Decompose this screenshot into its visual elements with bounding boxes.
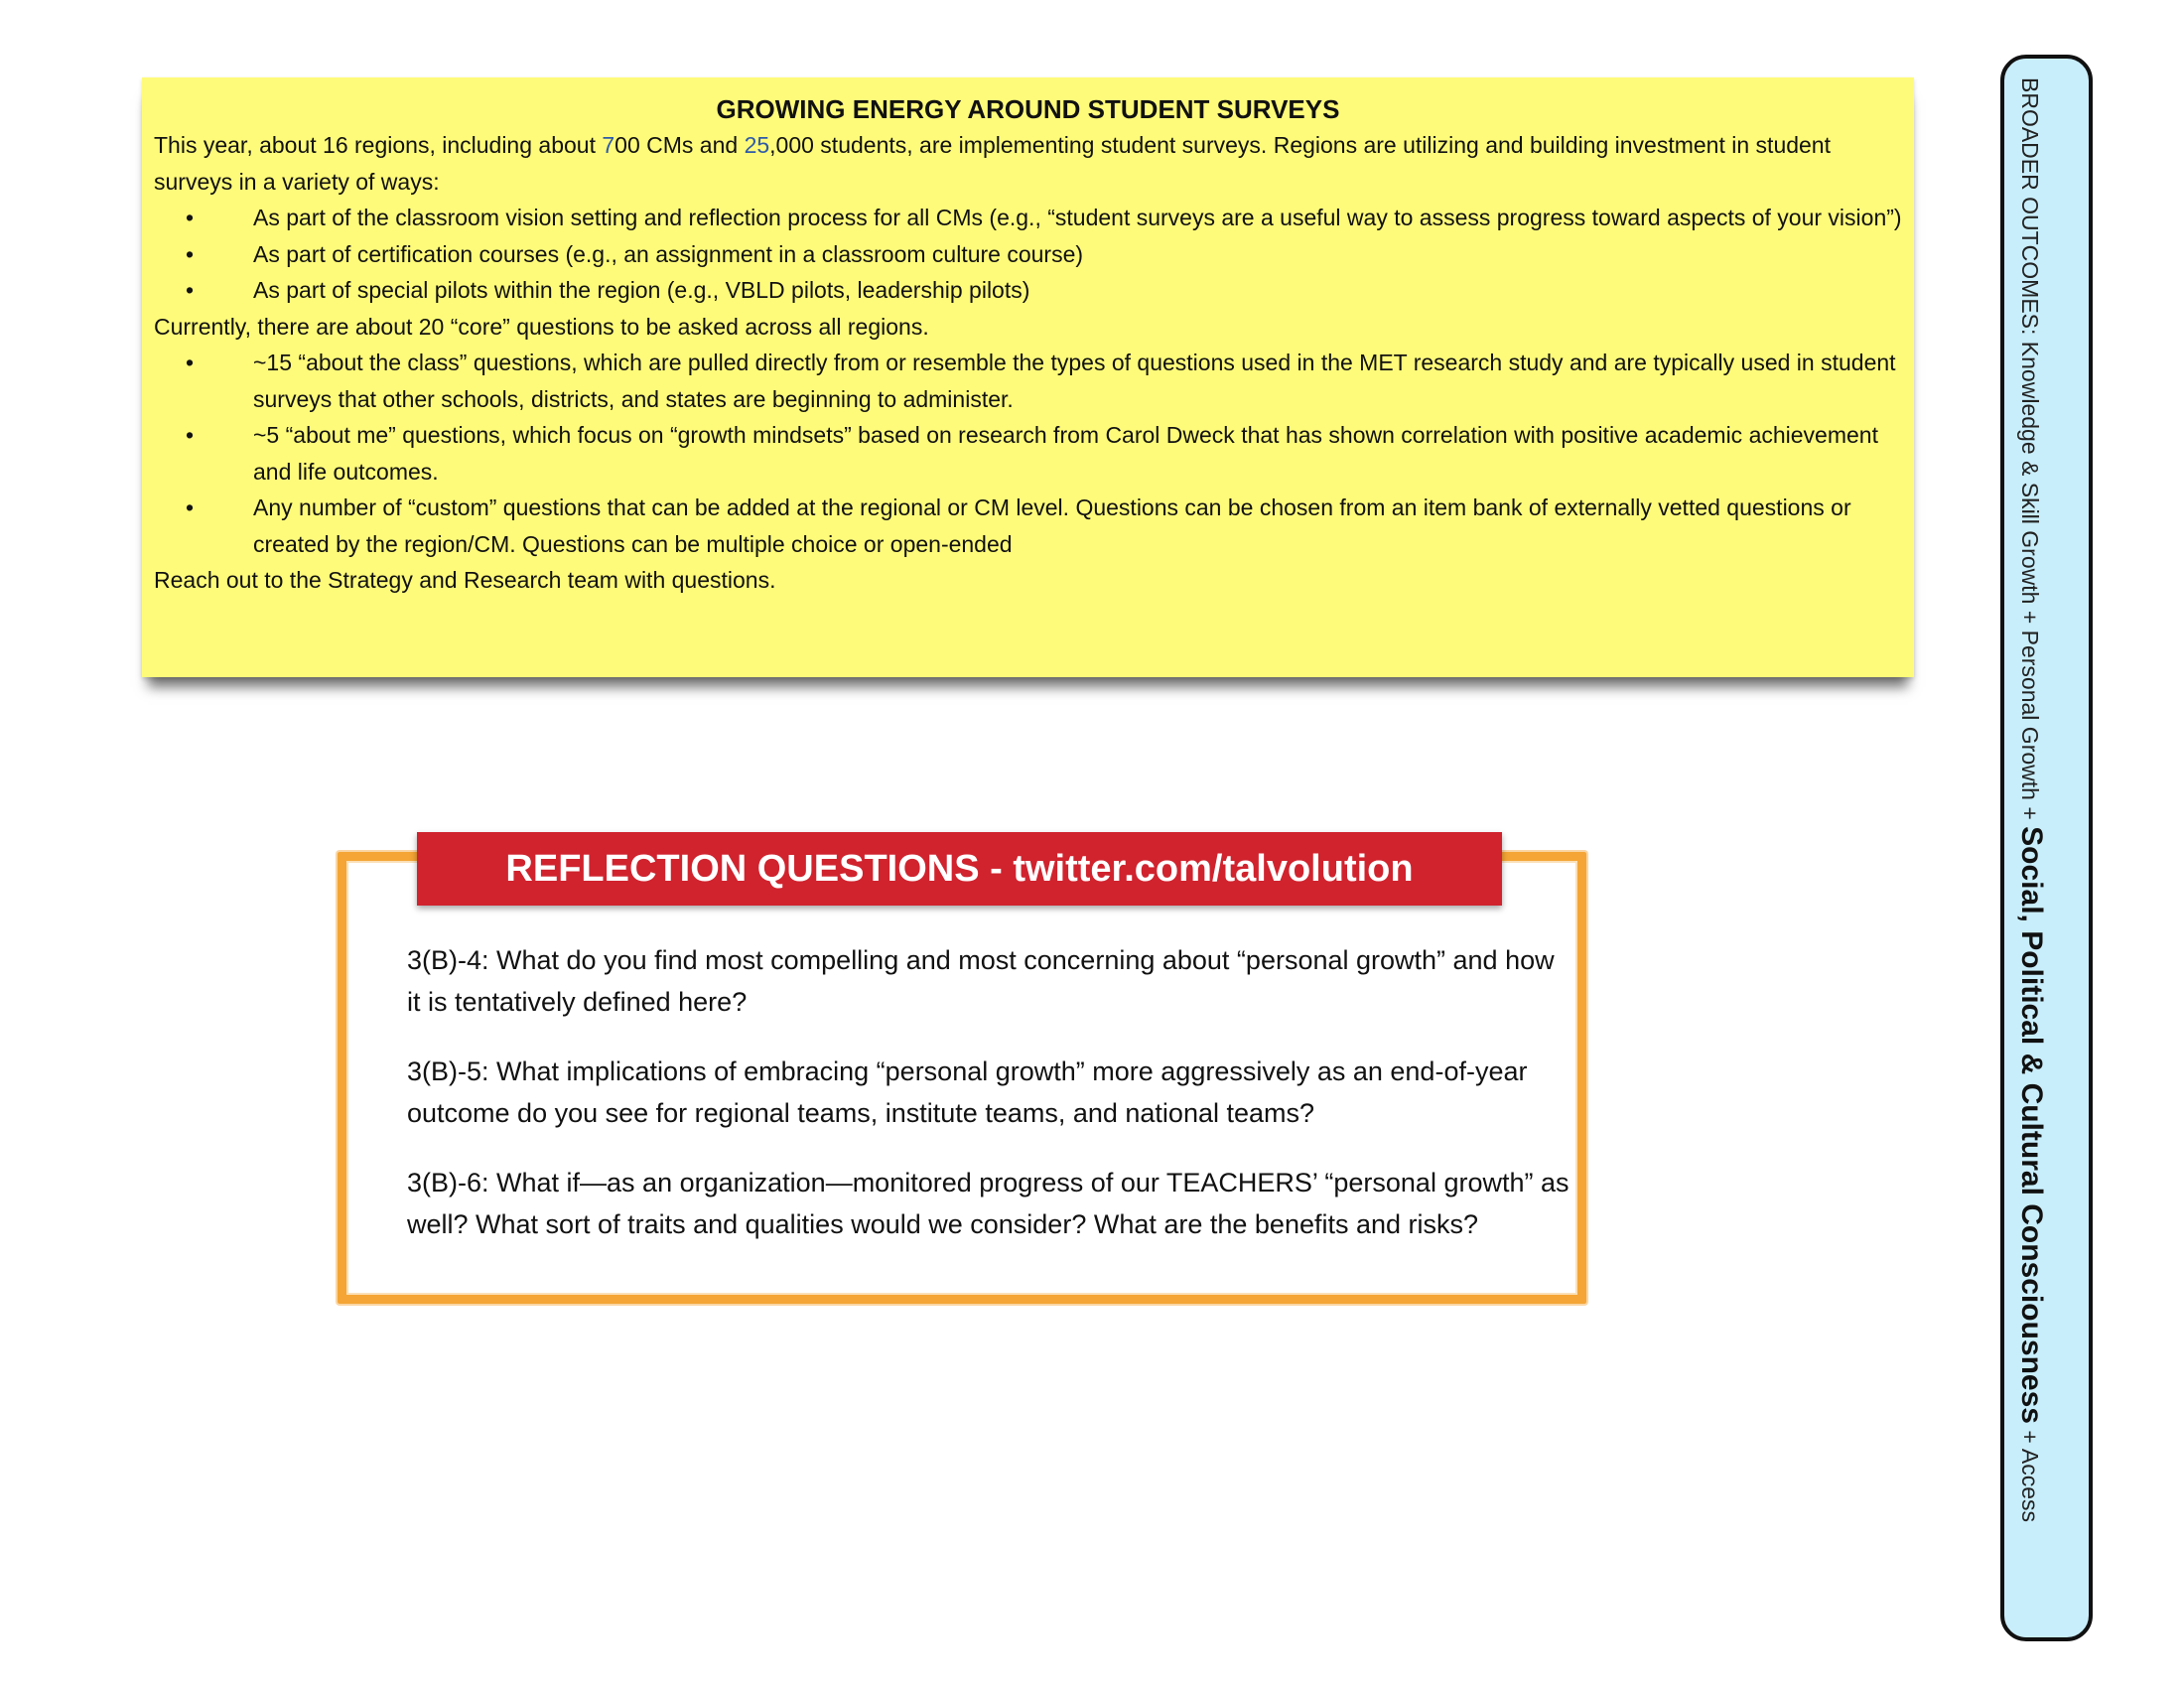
student-surveys-callout (142, 77, 1914, 677)
question-types-list (154, 345, 1902, 562)
bullet-icon: • (186, 205, 195, 230)
callout-closing: Reach out to the Strategy and Research team with questions. (154, 567, 776, 593)
reflection-question: 3(B)-4: What do you find most compelling and most concerning about “personal growth” and how it is tentatively defined here? (407, 945, 1555, 1017)
reflection-questions (407, 939, 1573, 1273)
bullet-icon: • (186, 350, 195, 375)
reflection-banner (417, 832, 1502, 906)
list-item: • ~5 “about me” questions, which focus on “growth mindsets” based on research from Carol Dweck that has shown correlation with positive academic achievement and life outcomes. (154, 417, 1902, 490)
bullet-icon: • (186, 240, 195, 267)
bullet-icon: • (186, 494, 195, 520)
reflection-question: 3(B)-5: What implications of embracing “personal growth” more aggressively as an end-of-year outcome do you see for regional teams, institute teams, and national teams? (407, 1056, 1528, 1128)
broader-outcomes-label: BROADER OUTCOMES: Knowledge & Skill Growth + Personal Growth + Social, Political & Cultural Consciousness + Access (2015, 77, 2048, 1523)
list-item: • As part of the classroom vision setting and reflection process for all CMs (e.g., “student surveys are a useful way to assess progress toward aspects of your vision”) (154, 200, 1902, 236)
outcome-emphasis: Social, Political & Cultural Consciousness (2015, 826, 2048, 1424)
callout-intro: This year, about 16 regions, including about 700 CMs and 25,000 students, are implementing student surveys. Regions are utilizing and building investment in student surveys in a variety of ways: (154, 132, 1831, 195)
core-questions-intro: Currently, there are about 20 “core” questions to be asked across all regions. (154, 313, 929, 340)
bullet-icon: • (186, 277, 195, 303)
reflection-banner-label: REFLECTION QUESTIONS - twitter.com/talvolution (505, 847, 1414, 890)
list-item: • As part of certification courses (e.g., an assignment in a classroom culture course) (154, 236, 1902, 273)
bullet-icon: • (186, 422, 195, 448)
callout-title: GROWING ENERGY AROUND STUDENT SURVEYS (716, 94, 1340, 124)
student-count-highlight: 25 (744, 132, 770, 158)
list-item: • ~15 “about the class” questions, which are pulled directly from or resemble the types of questions used in the MET research study and are typically used in student surveys that other schools, districts, and states are beginning to administer. (154, 345, 1902, 417)
cm-count-highlight: 7 (602, 132, 615, 158)
list-item: • Any number of “custom” questions that can be added at the regional or CM level. Questions can be chosen from an item bank of externally vetted questions or created by the region/CM. Questions can be multiple choice or open-ended (154, 490, 1902, 562)
list-item: • As part of special pilots within the region (e.g., VBLD pilots, leadership pilots) (154, 272, 1902, 309)
reflection-question: 3(B)-6: What if—as an organization—monitored progress of our TEACHERS’ “personal growth” as well? What sort of traits and qualities would we consider? What are the benefits and risks? (407, 1168, 1570, 1239)
survey-usage-list (154, 200, 1902, 309)
